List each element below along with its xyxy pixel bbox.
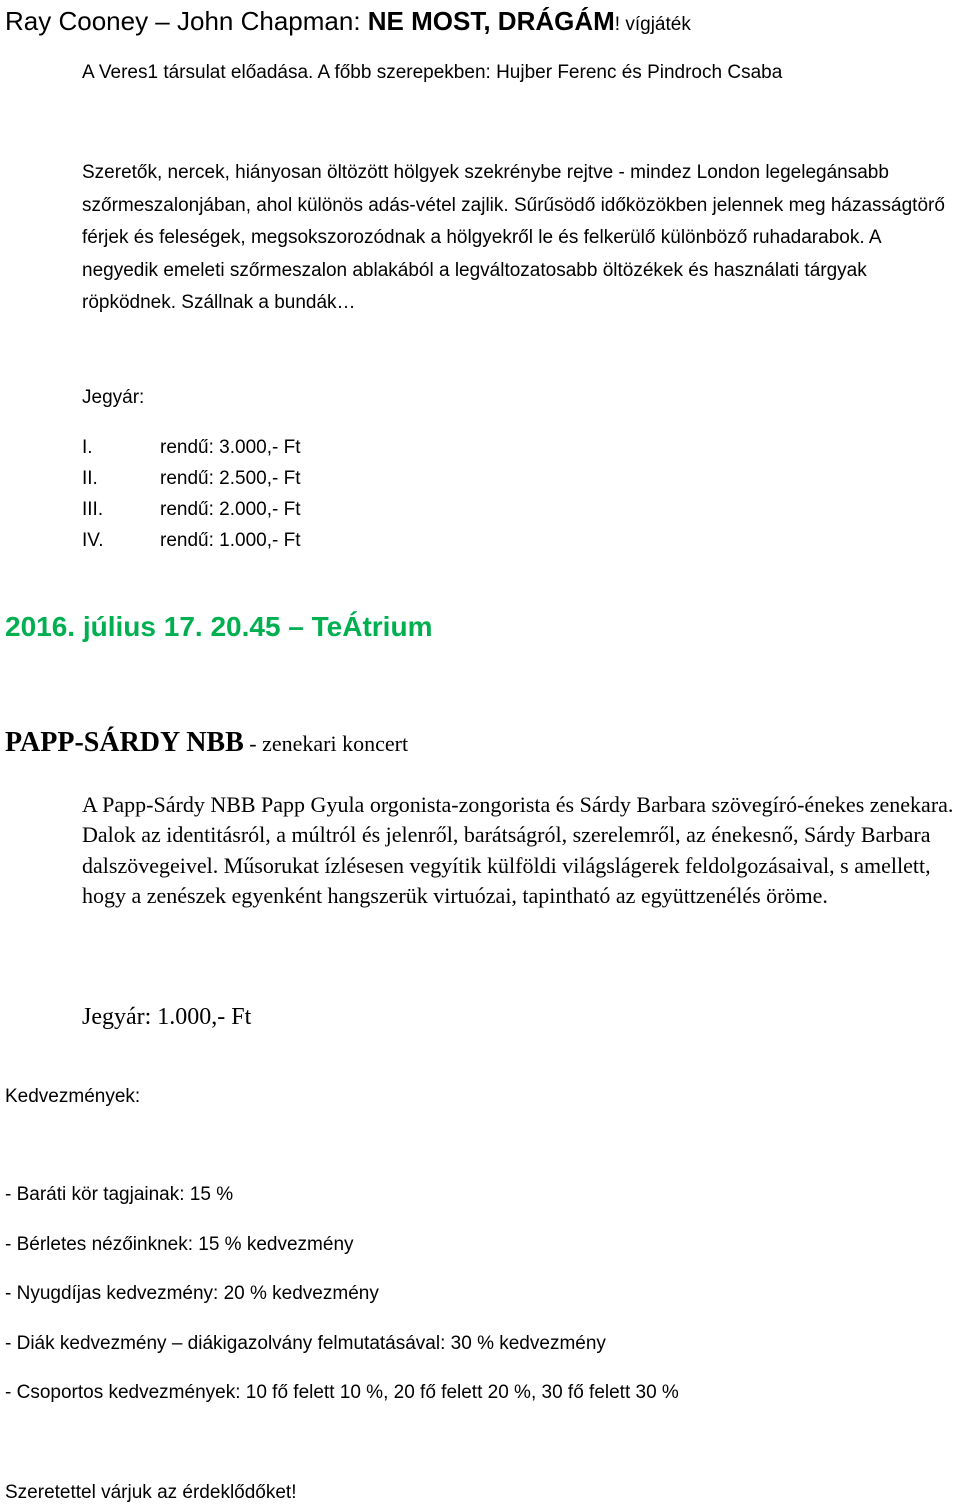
closing-text: Szeretettel várjuk az érdeklődőket! bbox=[5, 1482, 297, 1503]
event2-ticket-price: Jegyár: 1.000,- Ft bbox=[82, 1004, 252, 1030]
discount-item: - Baráti kör tagjainak: 15 % bbox=[5, 1184, 234, 1205]
price-value: rendű: 1.000,- Ft bbox=[160, 530, 301, 551]
event2-subtitle: - zenekari koncert bbox=[243, 731, 409, 756]
event2-title bbox=[5, 723, 408, 764]
discount-item: - Bérletes nézőinknek: 15 % kedvezmény bbox=[5, 1234, 354, 1255]
event1-description: Szeretők, nercek, hiányosan öltözött hölgyek szekrénybe rejtve - mindez London legelegánsabb szőrmeszalonjában, ahol különös adás-vétel zajlik. Sűrűsödő időközökben jelennek meg házasságtörő férjek és feleségek, megsokszorozódnak a hölgyekről le és felkerülő különböző ruhadarabok. A negyedik emeleti szőrmeszalon ablakából a legváltozatosabb öltözékek és használati tárgyak röpködnek. Szállnak a bundák… bbox=[82, 162, 945, 313]
discount-item: - Nyugdíjas kedvezmény: 20 % kedvezmény bbox=[5, 1283, 379, 1304]
event2-band-name: PAPP-SÁRDY NBB bbox=[5, 727, 244, 758]
event1-date-venue: 2016. július 17. 20.45 – TeÁtrium bbox=[5, 611, 433, 642]
event2-description: A Papp-Sárdy NBB Papp Gyula orgonista-zongorista és Sárdy Barbara szövegíró-énekes zenekara. Dalok az identitásról, a múltról és jelenről, barátságról, szerelemről, az énekesnő, Sárdy Barbara dalszövegeivel. Műsorukat ízlésesen vegyítik külföldi világslágerek feldolgozásaival, s amellett, hogy a zenészek egyenként hangszerük virtuózai, tapintható az együttzenélés öröme. bbox=[82, 792, 954, 908]
price-tier: III. bbox=[82, 499, 104, 520]
event1-authors: Ray Cooney – John Chapman: bbox=[5, 6, 368, 36]
discounts-heading: Kedvezmények: bbox=[5, 1086, 141, 1107]
price-tier: I. bbox=[82, 437, 93, 458]
event1-title-exclamation: ! bbox=[614, 14, 626, 35]
event1-play-title: NE MOST, DRÁGÁM bbox=[367, 6, 615, 36]
event1-ticket-label: Jegyár: bbox=[82, 387, 145, 408]
price-value: rendű: 2.000,- Ft bbox=[160, 499, 301, 520]
discount-item: - Diák kedvezmény – diákigazolvány felmutatásával: 30 % kedvezmény bbox=[5, 1333, 606, 1354]
event1-title bbox=[5, 3, 691, 43]
price-value: rendű: 2.500,- Ft bbox=[160, 468, 301, 489]
price-value: rendű: 3.000,- Ft bbox=[160, 437, 301, 458]
price-tier: II. bbox=[82, 468, 98, 489]
event1-genre: vígjáték bbox=[625, 14, 691, 35]
discount-item: - Csoportos kedvezmények: 10 fő felett 10 %, 20 fő felett 20 %, 30 fő felett 30 % bbox=[5, 1382, 679, 1403]
price-tier: IV. bbox=[82, 530, 104, 551]
event1-company: A Veres1 társulat előadása. A főbb szerepekben: Hujber Ferenc és Pindroch Csaba bbox=[82, 62, 783, 83]
